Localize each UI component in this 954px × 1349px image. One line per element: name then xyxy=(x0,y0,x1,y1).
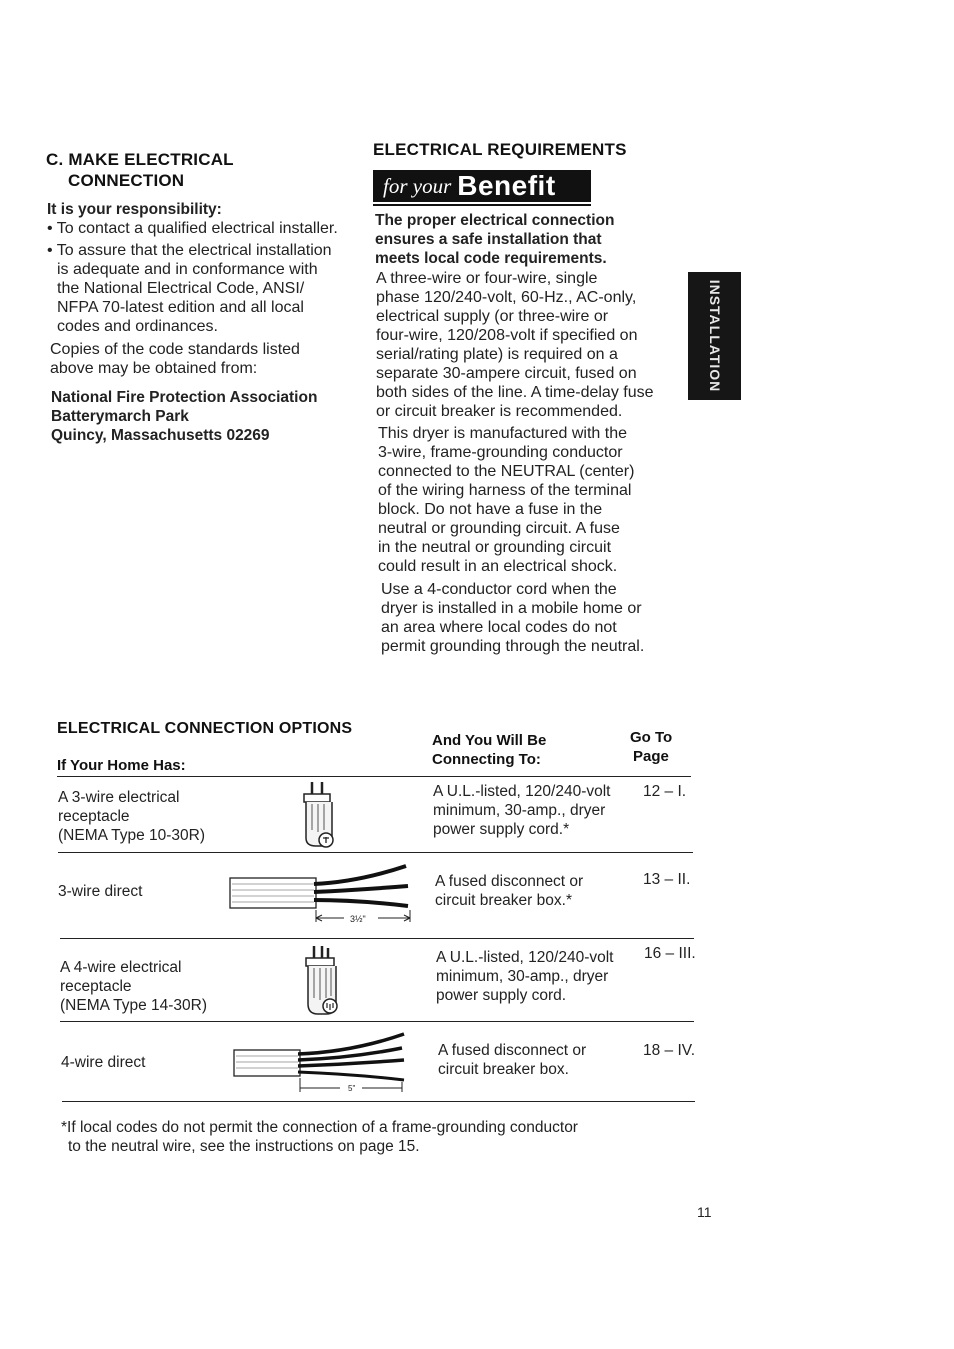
cell-line: A fused disconnect or xyxy=(435,873,584,890)
row-rule xyxy=(60,1021,694,1022)
electrical-requirements-heading: ELECTRICAL REQUIREMENTS xyxy=(373,140,627,159)
nfpa-address xyxy=(51,388,317,445)
grounding-paragraph xyxy=(378,424,634,576)
cell-line: (NEMA Type 14-30R) xyxy=(60,997,208,1014)
footnote-line: to the neutral wire, see the instructions on page 15. xyxy=(68,1138,420,1155)
bullet-item: • To contact a qualified electrical installer. xyxy=(47,220,338,237)
dimension-label: 3½" xyxy=(350,914,366,924)
mobile-home-paragraph xyxy=(381,580,644,656)
section-heading-line2: CONNECTION xyxy=(68,171,185,190)
cell-line: (NEMA Type 10-30R) xyxy=(58,827,206,844)
for-your-benefit-banner xyxy=(373,170,591,202)
para-line: permit grounding through the neutral. xyxy=(381,638,645,655)
para-line: four-wire, 120/208-volt if specified on xyxy=(376,327,638,344)
para-line: electrical supply (or three-wire or xyxy=(376,308,609,325)
copies-line: above may be obtained from: xyxy=(50,360,258,377)
table-row-connect xyxy=(433,782,611,839)
cell-line: receptacle xyxy=(58,808,130,825)
footnote-line: *If local codes do not permit the connection of a frame-grounding conductor xyxy=(61,1119,578,1136)
table-row-page: 16 – III. xyxy=(644,945,696,962)
cell-line: circuit breaker box. xyxy=(438,1061,569,1078)
col-header-connect-line: And You Will Be xyxy=(432,732,547,749)
cell-line: receptacle xyxy=(60,978,132,995)
para-line: both sides of the line. A time-delay fuse xyxy=(376,384,654,401)
page-number: 11 xyxy=(697,1204,712,1220)
cell-line: power supply cord.* xyxy=(433,821,570,838)
row-rule xyxy=(58,852,693,853)
para-line: serial/rating plate) is required on a xyxy=(376,346,618,363)
3-prong-receptacle-icon xyxy=(298,780,344,852)
lead-line: ensures a safe installation that xyxy=(375,231,602,248)
table-row-page: 18 – IV. xyxy=(643,1042,696,1059)
address-line: Batterymarch Park xyxy=(51,408,189,425)
section-heading-line1: C. MAKE ELECTRICAL xyxy=(46,150,234,169)
col-header-page-line: Go To xyxy=(630,729,673,746)
benefit-italic-text: for your xyxy=(383,173,452,198)
table-row-connect xyxy=(435,872,583,910)
cell-line: 3-wire direct xyxy=(58,883,143,900)
bullet-item-line: NFPA 70-latest edition and all local xyxy=(57,299,304,316)
copies-paragraph xyxy=(50,340,300,378)
cell-line: circuit breaker box.* xyxy=(435,892,572,909)
cell-line: minimum, 30-amp., dryer xyxy=(436,968,609,985)
col-header-home: If Your Home Has: xyxy=(57,757,186,774)
para-line: phase 120/240-volt, 60-Hz., AC-only, xyxy=(376,289,637,306)
footnote xyxy=(61,1118,578,1156)
benefit-underline xyxy=(373,204,591,206)
4-prong-receptacle-icon xyxy=(300,944,346,1020)
para-line: connected to the NEUTRAL (center) xyxy=(378,463,635,480)
para-line: separate 30-ampere circuit, fused on xyxy=(376,365,637,382)
responsibility-label: It is your responsibility: xyxy=(47,201,222,218)
benefit-lead xyxy=(375,211,614,268)
table-row-home xyxy=(61,1053,145,1072)
connection-options-heading: ELECTRICAL CONNECTION OPTIONS xyxy=(57,720,353,737)
table-bottom-rule xyxy=(62,1101,695,1102)
bullet-item: • To assure that the electrical installation xyxy=(47,242,332,259)
para-line: could result in an electrical shock. xyxy=(378,558,618,575)
bullet-item-line: is adequate and in conformance with xyxy=(57,261,318,278)
table-row-home xyxy=(58,882,142,901)
cell-line: A 4-wire electrical xyxy=(60,959,182,976)
cell-line: A fused disconnect or xyxy=(438,1042,587,1059)
col-header-page xyxy=(630,728,672,766)
side-tab-label: INSTALLATION xyxy=(706,279,723,393)
para-line: 3-wire, frame-grounding conductor xyxy=(378,444,623,461)
table-row-home xyxy=(60,958,207,1015)
section-heading xyxy=(46,150,234,191)
dimension-label: 5" xyxy=(348,1084,356,1093)
installation-side-tab xyxy=(688,272,741,400)
col-header-connect xyxy=(432,731,546,769)
address-line: Quincy, Massachusetts 02269 xyxy=(51,427,270,444)
para-line: This dryer is manufactured with the xyxy=(378,425,627,442)
copies-line: Copies of the code standards listed xyxy=(50,341,300,358)
cell-line: A U.L.-listed, 120/240-volt xyxy=(433,783,611,800)
bullet-list xyxy=(47,219,357,336)
para-line: dryer is installed in a mobile home or xyxy=(381,600,642,617)
row-rule xyxy=(60,938,694,939)
cell-line: 4-wire direct xyxy=(61,1054,146,1071)
para-line: in the neutral or grounding circuit xyxy=(378,539,612,556)
three-wire-cable-icon xyxy=(228,860,414,930)
table-row-connect xyxy=(438,1041,586,1079)
table-row-home xyxy=(58,788,205,845)
col-header-page-line: Page xyxy=(633,748,669,765)
col-header-connect-line: Connecting To: xyxy=(432,751,541,768)
cell-line: power supply cord. xyxy=(436,987,567,1004)
cell-line: A U.L.-listed, 120/240-volt xyxy=(436,949,614,966)
lead-line: The proper electrical connection xyxy=(375,212,615,229)
para-line: block. Do not have a fuse in the xyxy=(378,501,603,518)
para-line: Use a 4-conductor cord when the xyxy=(381,581,617,598)
cell-line: minimum, 30-amp., dryer xyxy=(433,802,606,819)
address-line: National Fire Protection Association xyxy=(51,389,318,406)
para-line: A three-wire or four-wire, single xyxy=(376,270,598,287)
four-wire-cable-icon xyxy=(232,1030,412,1096)
table-row-connect xyxy=(436,948,614,1005)
para-line: or circuit breaker is recommended. xyxy=(376,403,623,420)
para-line: of the wiring harness of the terminal xyxy=(378,482,632,499)
table-row-page: 13 – II. xyxy=(643,871,691,888)
supply-paragraph xyxy=(376,269,654,421)
para-line: an area where local codes do not xyxy=(381,619,617,636)
bullet-item-line: the National Electrical Code, ANSI/ xyxy=(57,280,305,297)
lead-line: meets local code requirements. xyxy=(375,250,607,267)
table-row-page: 12 – I. xyxy=(643,783,687,800)
table-header-rule xyxy=(57,776,691,777)
cell-line: A 3-wire electrical xyxy=(58,789,180,806)
benefit-bold-text: Benefit xyxy=(457,170,556,201)
para-line: neutral or grounding circuit. A fuse xyxy=(378,520,620,537)
bullet-item-line: codes and ordinances. xyxy=(57,318,218,335)
